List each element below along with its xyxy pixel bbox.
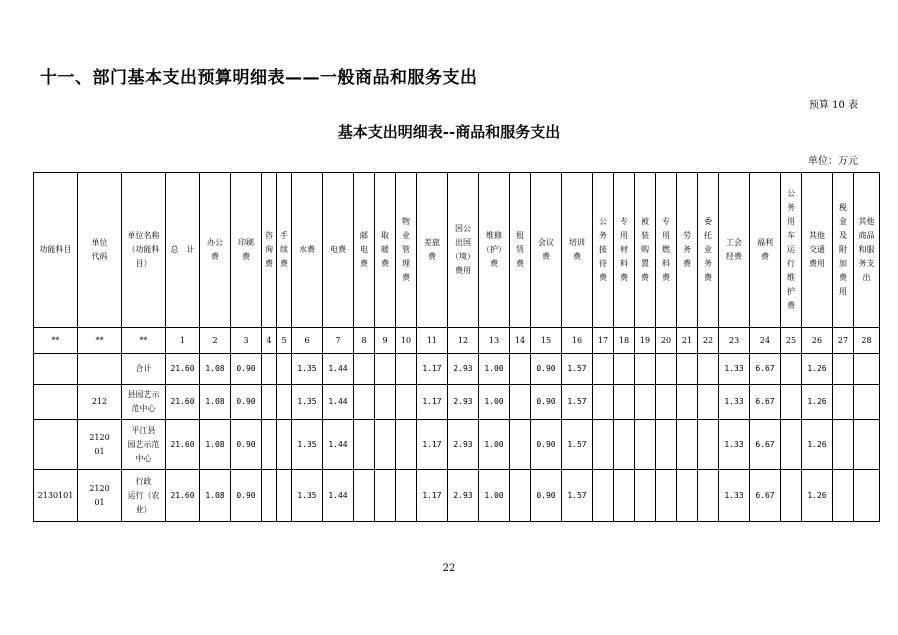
table-cell	[635, 385, 656, 420]
column-header: 税 金 及 附 加 费 用	[833, 173, 854, 328]
column-index-cell: 20	[656, 328, 677, 354]
table-cell: 行政 运行（农 业）	[122, 470, 166, 522]
table-cell	[277, 470, 292, 522]
table-cell: 0.90	[231, 385, 262, 420]
table-row	[34, 385, 880, 420]
column-header: 被 装 购 置 费	[635, 173, 656, 328]
table-cell: 1.08	[200, 470, 231, 522]
table-cell: 1.00	[479, 354, 510, 385]
column-index-cell: 22	[698, 328, 719, 354]
table-cell	[614, 385, 635, 420]
table-cell	[781, 420, 802, 470]
table-cell: 1.44	[323, 420, 354, 470]
column-header: 总 计	[166, 173, 200, 328]
table-cell	[34, 420, 78, 470]
table-cell: 1.33	[719, 470, 750, 522]
table-cell: 1.35	[292, 354, 323, 385]
column-header: 办公 费	[200, 173, 231, 328]
table-cell: 1.57	[562, 470, 593, 522]
table-cell: 2.93	[448, 470, 479, 522]
column-header: 物 业 管 理 费	[396, 173, 417, 328]
table-cell: 1.08	[200, 420, 231, 470]
table-cell	[656, 354, 677, 385]
table-cell: 212	[78, 385, 122, 420]
table-cell	[614, 354, 635, 385]
table-cell	[854, 385, 880, 420]
table-cell: 1.57	[562, 354, 593, 385]
table-cell	[593, 420, 614, 470]
table-cell	[593, 385, 614, 420]
table-cell: 2120 01	[78, 470, 122, 522]
column-header: 福利 费	[750, 173, 781, 328]
table-cell	[635, 420, 656, 470]
column-index-cell: 13	[479, 328, 510, 354]
column-index-cell: 12	[448, 328, 479, 354]
table-cell: 平江县 园艺示范 中心	[122, 420, 166, 470]
table-cell: 21.60	[166, 354, 200, 385]
table-cell: 1.33	[719, 385, 750, 420]
column-index-cell: 25	[781, 328, 802, 354]
table-cell: 1.35	[292, 470, 323, 522]
table-cell: 1.33	[719, 354, 750, 385]
table-cell: 1.57	[562, 420, 593, 470]
column-index-cell: 24	[750, 328, 781, 354]
table-cell: 1.17	[417, 420, 448, 470]
table-cell	[396, 385, 417, 420]
column-header: 公 务 用 车 运 行 维 护 费	[781, 173, 802, 328]
table-cell	[354, 354, 375, 385]
column-index-cell: 3	[231, 328, 262, 354]
table-cell: 0.90	[231, 354, 262, 385]
column-index-cell: 28	[854, 328, 880, 354]
table-cell	[635, 470, 656, 522]
column-header: 电费	[323, 173, 354, 328]
table-cell: 0.90	[531, 420, 562, 470]
table-cell: 1.08	[200, 354, 231, 385]
table-cell: 1.17	[417, 385, 448, 420]
table-cell	[656, 470, 677, 522]
table-cell: 6.67	[750, 354, 781, 385]
table-title: 基本支出明细表--商品和服务支出	[337, 123, 561, 141]
table-number: 预算 10 表	[808, 100, 858, 111]
column-header: 功能科目	[34, 173, 78, 328]
table-cell: 1.33	[719, 420, 750, 470]
table-cell: 1.26	[802, 385, 833, 420]
table-cell	[833, 470, 854, 522]
table-cell	[262, 420, 277, 470]
table-cell	[396, 354, 417, 385]
table-cell: 0.90	[531, 385, 562, 420]
column-header: 工会 经费	[719, 173, 750, 328]
table-cell	[781, 354, 802, 385]
table-cell: 1.35	[292, 420, 323, 470]
table-cell: 1.44	[323, 385, 354, 420]
table-cell: 1.26	[802, 354, 833, 385]
column-header: 专 用 燃 料 费	[656, 173, 677, 328]
table-row	[34, 420, 880, 470]
table-cell: 县园艺示 范中心	[122, 385, 166, 420]
page-number: 22	[442, 563, 456, 574]
table-cell: 2.93	[448, 354, 479, 385]
column-index-cell: **	[78, 328, 122, 354]
column-header: 委 托 业 务 费	[698, 173, 719, 328]
table-cell	[635, 354, 656, 385]
column-index-cell: 17	[593, 328, 614, 354]
table-cell	[375, 420, 396, 470]
table-cell	[593, 470, 614, 522]
column-header: 水费	[292, 173, 323, 328]
table-cell	[593, 354, 614, 385]
column-index-cell: 8	[354, 328, 375, 354]
table-cell: 1.17	[417, 354, 448, 385]
table-cell: 1.00	[479, 470, 510, 522]
table-cell	[34, 385, 78, 420]
table-cell	[375, 354, 396, 385]
column-header: 专 用 材 料 费	[614, 173, 635, 328]
table-cell	[277, 420, 292, 470]
table-cell: 21.60	[166, 420, 200, 470]
table-cell	[677, 420, 698, 470]
column-header: 培训 费	[562, 173, 593, 328]
table-cell: 1.26	[802, 470, 833, 522]
table-cell: 2.93	[448, 420, 479, 470]
table-cell	[262, 354, 277, 385]
table-cell: 6.67	[750, 420, 781, 470]
table-cell	[510, 470, 531, 522]
table-cell	[396, 470, 417, 522]
column-index-row	[34, 328, 880, 354]
column-header: 单位 代码	[78, 173, 122, 328]
column-index-cell: 11	[417, 328, 448, 354]
table-cell: 0.90	[231, 420, 262, 470]
table-cell	[698, 420, 719, 470]
column-header: 劳 务 费	[677, 173, 698, 328]
table-cell: 21.60	[166, 470, 200, 522]
column-header: 维修 （护） 费	[479, 173, 510, 328]
table-cell: 1.00	[479, 420, 510, 470]
table-cell: 1.08	[200, 385, 231, 420]
table-cell: 1.26	[802, 420, 833, 470]
column-header: 印刷 费	[231, 173, 262, 328]
column-index-cell: **	[122, 328, 166, 354]
table-cell: 1.00	[479, 385, 510, 420]
column-index-cell: 23	[719, 328, 750, 354]
table-cell: 1.44	[323, 470, 354, 522]
column-index-cell: 18	[614, 328, 635, 354]
column-header: 会议 费	[531, 173, 562, 328]
table-cell: 合计	[122, 354, 166, 385]
table-cell	[277, 385, 292, 420]
table-cell	[656, 420, 677, 470]
table-cell	[833, 385, 854, 420]
column-index-cell: 4	[262, 328, 277, 354]
table-cell	[354, 470, 375, 522]
column-index-cell: 10	[396, 328, 417, 354]
unit-label: 单位：万元	[808, 156, 858, 167]
column-header: 因公 出国 （境） 费用	[448, 173, 479, 328]
column-header: 租 赁 费	[510, 173, 531, 328]
table-cell	[781, 470, 802, 522]
table-cell	[781, 385, 802, 420]
table-row	[34, 470, 880, 522]
table-cell: 0.90	[531, 354, 562, 385]
column-index-cell: 21	[677, 328, 698, 354]
table-cell	[78, 354, 122, 385]
budget-table	[33, 172, 880, 522]
table-cell	[698, 385, 719, 420]
column-header: 单位名称 （功能科 目）	[122, 173, 166, 328]
table-cell	[354, 385, 375, 420]
table-cell	[833, 354, 854, 385]
table-cell	[677, 385, 698, 420]
table-cell	[854, 420, 880, 470]
table-cell	[833, 420, 854, 470]
table-cell	[510, 420, 531, 470]
column-index-cell: 7	[323, 328, 354, 354]
table-cell	[854, 470, 880, 522]
column-index-cell: 19	[635, 328, 656, 354]
table-cell	[277, 354, 292, 385]
table-cell	[396, 420, 417, 470]
table-cell	[677, 470, 698, 522]
table-cell: 1.17	[417, 470, 448, 522]
table-cell: 2130101	[34, 470, 78, 522]
table-cell: 1.44	[323, 354, 354, 385]
table-cell	[854, 354, 880, 385]
table-cell: 0.90	[231, 470, 262, 522]
column-header: 其他 商品 和服 务支 出	[854, 173, 880, 328]
column-index-cell: 16	[562, 328, 593, 354]
table-cell: 1.57	[562, 385, 593, 420]
table-cell	[698, 470, 719, 522]
table-cell: 6.67	[750, 470, 781, 522]
table-cell: 21.60	[166, 385, 200, 420]
table-cell	[614, 470, 635, 522]
column-header: 邮 电 费	[354, 173, 375, 328]
column-index-cell: 5	[277, 328, 292, 354]
table-cell	[510, 385, 531, 420]
table-cell	[375, 385, 396, 420]
table-cell: 2120 01	[78, 420, 122, 470]
column-index-cell: 14	[510, 328, 531, 354]
table-cell: 0.90	[531, 470, 562, 522]
table-cell: 1.35	[292, 385, 323, 420]
column-index-cell: 1	[166, 328, 200, 354]
column-header: 差旅 费	[417, 173, 448, 328]
column-index-cell: 15	[531, 328, 562, 354]
table-cell	[262, 385, 277, 420]
table-cell	[698, 354, 719, 385]
column-index-cell: 2	[200, 328, 231, 354]
table-cell	[34, 354, 78, 385]
table-cell	[614, 420, 635, 470]
column-index-cell: 26	[802, 328, 833, 354]
table-cell	[656, 385, 677, 420]
table-cell	[510, 354, 531, 385]
column-index-cell: **	[34, 328, 78, 354]
column-header: 取 暖 费	[375, 173, 396, 328]
column-index-cell: 27	[833, 328, 854, 354]
table-cell	[677, 354, 698, 385]
table-cell	[354, 420, 375, 470]
header-row	[34, 173, 880, 328]
column-index-cell: 9	[375, 328, 396, 354]
table-cell: 6.67	[750, 385, 781, 420]
column-header: 手 续 费	[277, 173, 292, 328]
table-cell	[375, 470, 396, 522]
column-header: 其他 交通 费用	[802, 173, 833, 328]
table-cell	[262, 470, 277, 522]
column-header: 咨 询 费	[262, 173, 277, 328]
table-row	[34, 354, 880, 385]
column-index-cell: 6	[292, 328, 323, 354]
table-cell: 2.93	[448, 385, 479, 420]
column-header: 公 务 接 待 费	[593, 173, 614, 328]
page-heading: 十一、部门基本支出预算明细表——一般商品和服务支出	[40, 68, 478, 88]
